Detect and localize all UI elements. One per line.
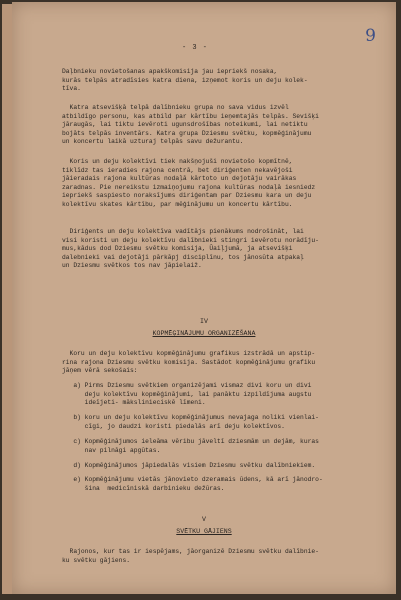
list-item-d: d) Kopmēģinājumos jāpiedalās visiem Dziesmu svētku dalībniekiem. [62, 462, 316, 469]
handwritten-page-number: 9 [365, 26, 376, 46]
list-item-a: a) Pirms Dziesmu svētkiem organizējami vismaz divi koru un divi deju kolektīvu kopmēģinājumi, lai panāktu izpildījuma augstu ideījeti- mākslinieciskē līmeni. [73, 382, 312, 407]
page-marker: - 3 - [182, 44, 209, 52]
paragraph-1: Daļbnieku novietošanas apakškomisija jau iepriekš nosaka, kurās telpās atradīsies katra diena, izņemot koris un deju kolek- tīva. [62, 68, 308, 93]
paragraph-2: Katra atsevišķā telpā dalībnieku grupa no sava vidus izvēl atbildīgo personu, kas atbild par kārtību ieņemtajās telpās. Sevišķi jāraugās, lai tiktu ievēroti ugunsdrošības noteikumi, lai netiktu bojāts telpās inventārs. Katra grupa Dziesmu svētku, kopmēģinājumu un koncertu laikā uzturaj telpās savu dežurantu. [62, 104, 319, 146]
list-item-c: c) Kopmēģinājumos ieleāma vēribu jāveltī dziesmām un dejām, kuras nav pilnāgi apgūtas. [73, 438, 319, 454]
section-title-kopmeginajumu: KOPMĒĢINĀJUMU ORGANIZĒŠANA [152, 330, 256, 337]
paragraph-3: Koris un deju kolektīvi tiek nakšņojuši novietošo kopmītnē, tiklīdz tas ieradies rajona centrā, bet diriģenten nekavējoši jāieradais rajona kultūras nodaļā kārtoto un dejotāju vairākas zaradnas. Pie nereikstu izmaiņojumu rajona kultūras nodaļā iesniedz iepriekš saspiesto noraksījums diriģentam par Dziesmu kara un deju kolektīvu skates kārtību, par mēģinājumu un koncertu kārtību. [62, 158, 316, 208]
list-item-e: e) Kopmēģinājumu vietās jānovieto dzeramais ūdens, kā arī jānodro- šina medicīniskā darbinieku dežūras. [73, 476, 323, 492]
list-item-b: b) koru un deju kolektīvu kopmēģinājumus nevajaga noliki vienlai- cīgi, jo daudzi koristi piedalās arī deju kolektīvos. [73, 414, 319, 430]
document-sheet [12, 2, 396, 594]
section-title-svetku-gajiens: SVĒTKU GĀJIENS [176, 528, 232, 535]
section-number-v: V [202, 516, 206, 523]
section-iv-intro: Koru un deju kolektīvu kopmēģinājumu grafikus izstrādā un apstip- rina rajona Dziesmu svētku komisija. Sastādot kopmēģinājumu grafiku jāņem vērā sekošais: [62, 350, 316, 375]
section-number-iv: IV [200, 318, 208, 325]
section-v-intro: Rajonos, kur tas ir iespējams, jāorganizē Dziesmu svētku dalībnie- ku svētku gājiens. [62, 548, 319, 564]
paragraph-4: Diriģents un deju kolektīva vadītājs pienākums nodrošināt, lai visi koristi un deju kolektīvu dalībnieki stingri ievērotu norādīju- mus,kādus dod Dziesmu svētku komisija, Ūaiļjumā, ja atsevišķi dalebnieki vai dejotāji pārkāpj disciplīnu, tos jānosūta atpakaļ un Dziesmu svētkos tos nav jāpielaiž. [62, 228, 319, 270]
